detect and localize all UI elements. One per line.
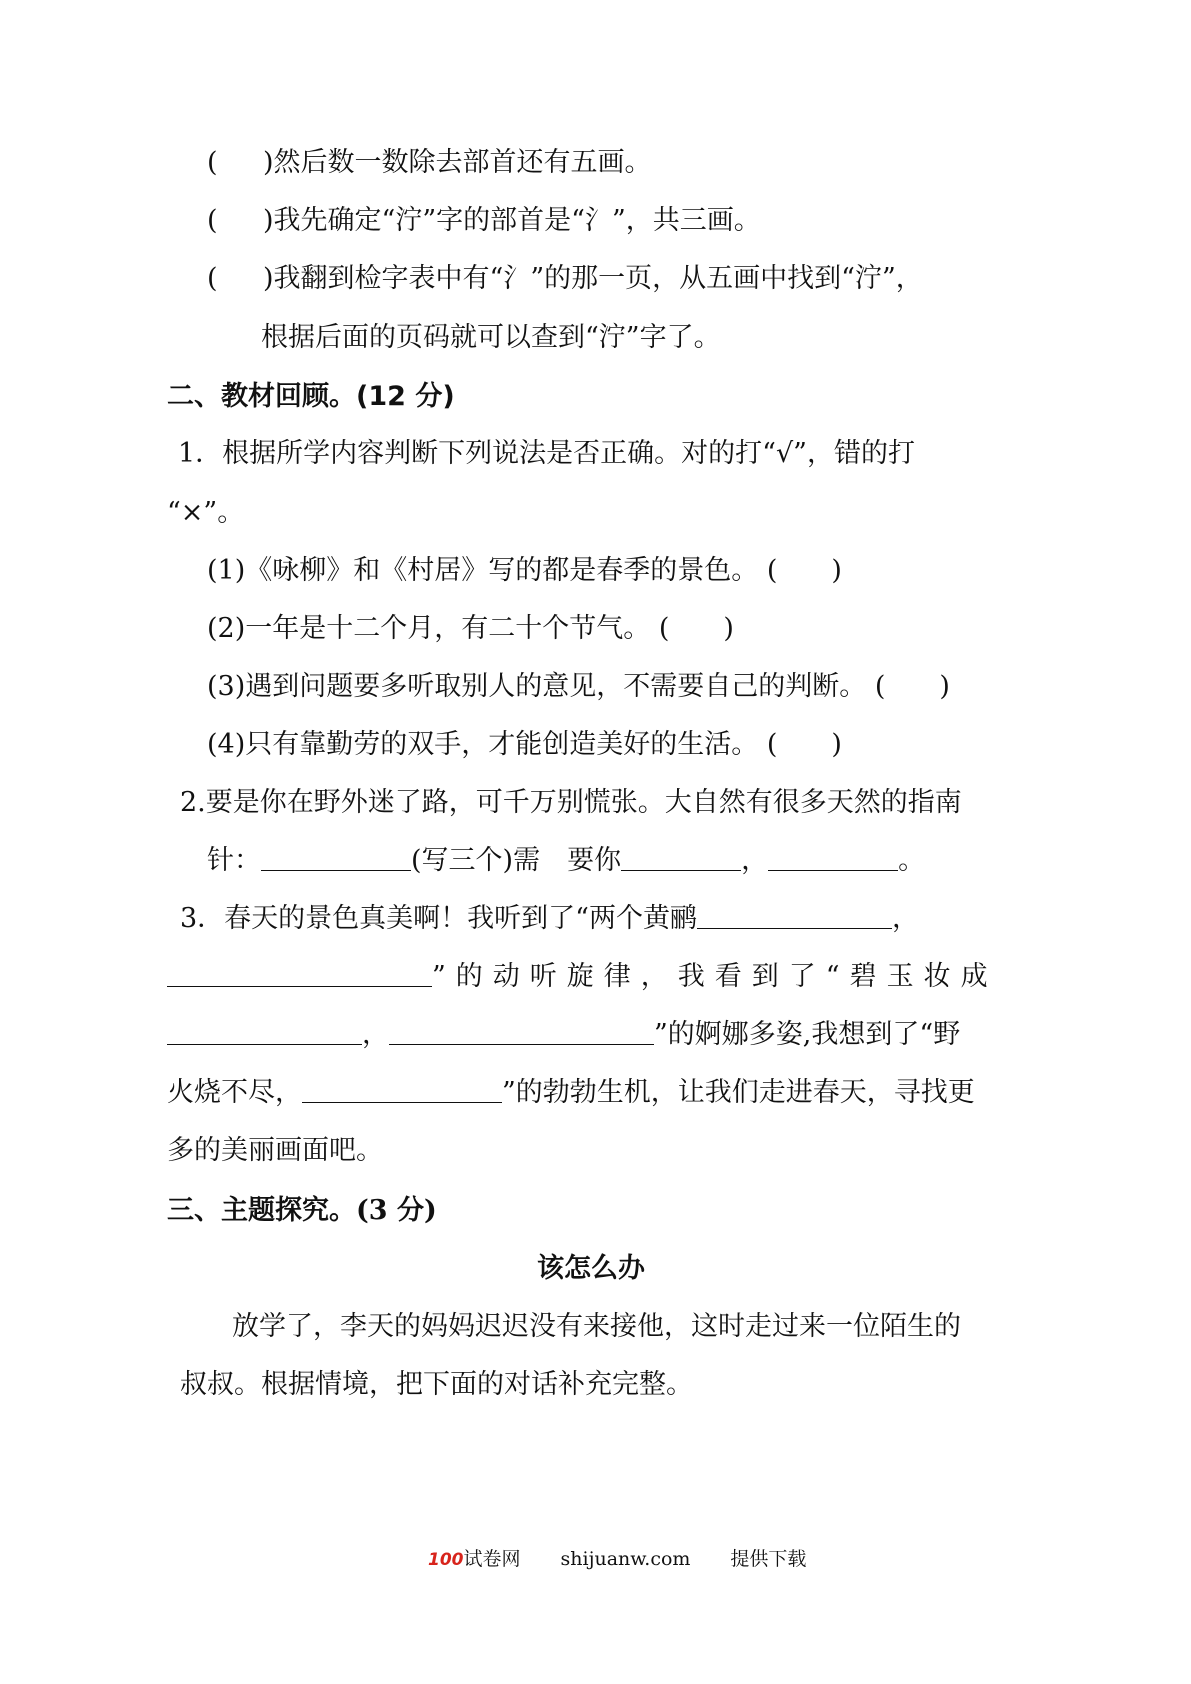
question-3-comma: ， <box>362 1019 389 1050</box>
page-footer <box>428 1546 806 1573</box>
topic-title: 该怎么办 <box>537 1253 645 1284</box>
statement-3 <box>207 670 950 704</box>
statement-4 <box>207 728 842 762</box>
question-3-line2 <box>167 960 998 994</box>
answer-paren[interactable]: ( ) <box>658 613 734 644</box>
question-2-line1: 2.要是你在野外迷了路，可千万别慌张。大自然有很多天然的指南 <box>180 787 962 818</box>
question-2-end: 。 <box>898 845 926 876</box>
section-heading: 三、主题探究。(3 分) <box>167 1195 437 1226</box>
question-1-line2: “×”。 <box>167 497 245 528</box>
statement-1 <box>207 554 842 588</box>
section-heading: 二、教材回顾。(12 分) <box>167 381 455 412</box>
statement-text: (2)一年是十二个月，有二十个节气。 <box>207 613 651 644</box>
answer-blank[interactable] <box>167 960 432 987</box>
question-2-sep: ， <box>741 845 769 876</box>
order-item-text: 然后数一数除去部首还有五画。 <box>273 147 652 178</box>
order-item-open: ( <box>207 263 218 294</box>
answer-blank[interactable] <box>261 844 411 871</box>
answer-blank[interactable] <box>621 844 741 871</box>
answer-blank[interactable] <box>768 844 898 871</box>
question-3-line1 <box>180 902 919 936</box>
site-domain[interactable]: shijuanw.com <box>560 1548 691 1570</box>
order-item-continuation: 根据后面的页码就可以查到“泞”字了。 <box>261 322 721 353</box>
footer-note: 提供下载 <box>730 1548 807 1570</box>
question-3-line5: 多的美丽画面吧。 <box>167 1135 383 1166</box>
statement-2 <box>207 612 734 646</box>
order-item-text: 我翻到检字表中有“氵”的那一页，从五画中找到“泞”， <box>273 263 923 294</box>
order-item <box>207 262 923 296</box>
question-3-text: ”的动听旋律，我看到了“碧玉妆成 <box>432 961 998 992</box>
question-1-line1: 1．根据所学内容判断下列说法是否正确。对的打“√”，错的打 <box>178 438 915 469</box>
order-item-close: ) <box>263 147 274 178</box>
answer-blank[interactable] <box>302 1076 502 1103</box>
answer-blank[interactable] <box>697 902 892 929</box>
site-logo: 100 <box>428 1550 464 1570</box>
order-item-text: 我先确定“泞”字的部首是“氵”，共三画。 <box>273 205 761 236</box>
question-3-line3 <box>167 1018 960 1052</box>
answer-paren[interactable]: ( ) <box>766 555 842 586</box>
statement-text: (1)《咏柳》和《村居》写的都是春季的景色。 <box>207 555 759 586</box>
scenario-line1: 放学了，李天的妈妈迟迟没有来接他，这时走过来一位陌生的 <box>232 1311 961 1342</box>
answer-paren[interactable]: ( ) <box>766 729 842 760</box>
question-2-mid: (写三个)需 要你 <box>411 845 622 876</box>
question-2-line2 <box>207 844 925 878</box>
order-item <box>207 204 761 238</box>
order-item-close: ) <box>263 263 274 294</box>
statement-text: (4)只有靠勤劳的双手，才能创造美好的生活。 <box>207 729 759 760</box>
question-3-comma: ， <box>891 903 919 934</box>
question-3-text: 3．春天的景色真美啊！我听到了“两个黄鹂 <box>180 903 697 934</box>
order-item-close: ) <box>263 205 274 236</box>
site-name: 试卷网 <box>463 1548 521 1570</box>
answer-blank[interactable] <box>389 1018 654 1045</box>
statement-text: (3)遇到问题要多听取别人的意见，不需要自己的判断。 <box>207 671 867 702</box>
question-2-label: 针： <box>207 845 261 876</box>
order-item-open: ( <box>207 147 218 178</box>
question-3-text: ”的勃勃生机，让我们走进春天，寻找更 <box>502 1077 975 1108</box>
answer-paren[interactable]: ( ) <box>874 671 950 702</box>
question-3-text: ”的婀娜多姿,我想到了“野 <box>654 1019 961 1050</box>
question-3-line4 <box>167 1076 975 1110</box>
order-item <box>207 146 652 180</box>
answer-blank[interactable] <box>167 1018 362 1045</box>
scenario-line2: 叔叔。根据情境，把下面的对话补充完整。 <box>180 1369 693 1400</box>
order-item-open: ( <box>207 205 218 236</box>
question-3-text: 火烧不尽， <box>167 1077 302 1108</box>
